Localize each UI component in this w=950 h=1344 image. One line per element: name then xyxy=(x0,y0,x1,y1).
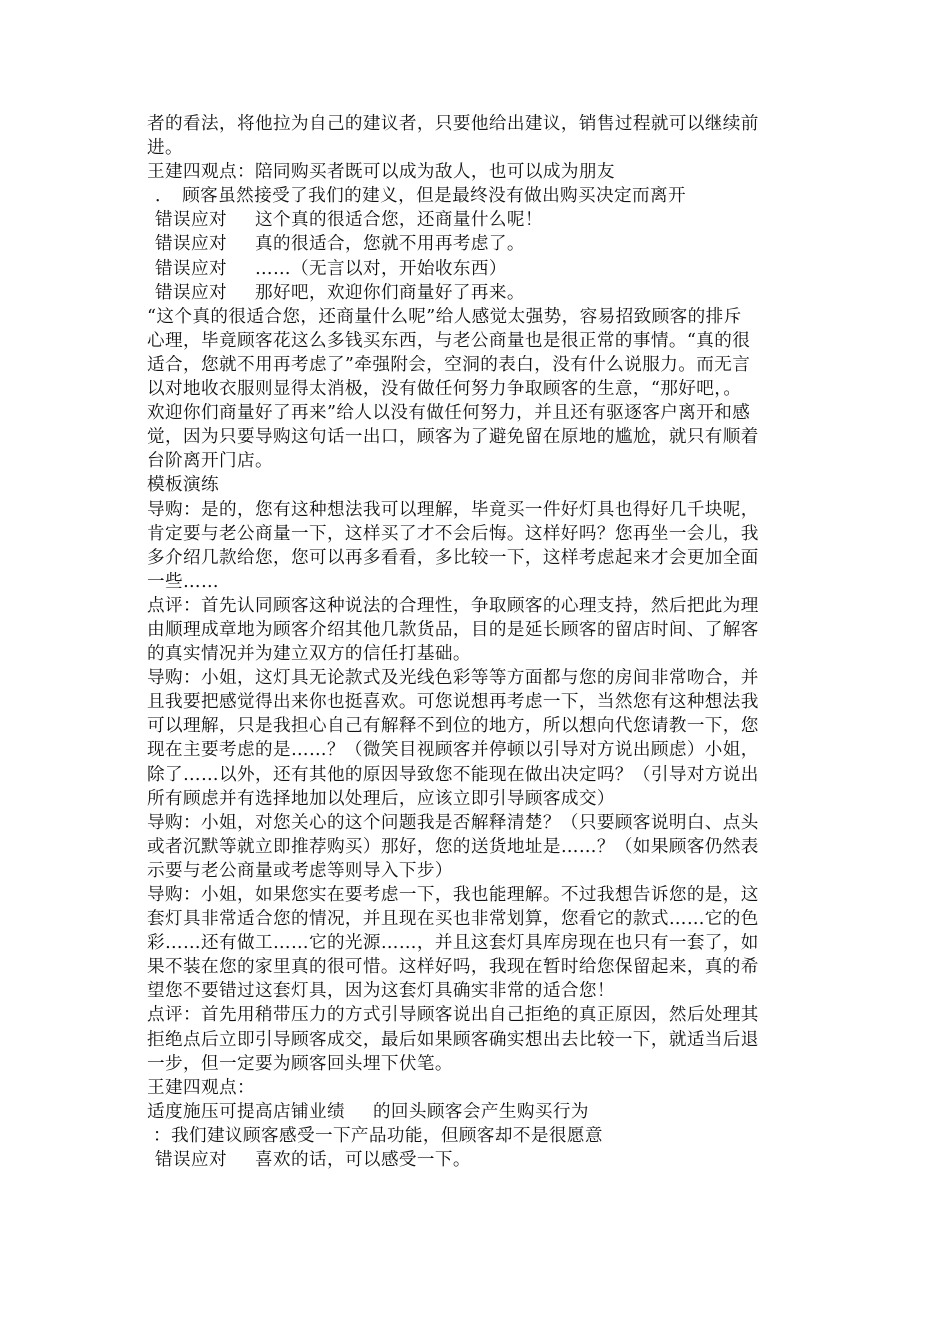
text-line: ：我们建议顾客感受一下产品功能，但顾客却不是很愿意 xyxy=(153,1125,603,1146)
error-response-line xyxy=(147,208,807,232)
text-line: 点评：首先认同顾客这种说法的合理性，争取顾客的心理支持，然后把此为理 xyxy=(147,595,759,616)
text-line: 除了……以外，还有其他的原因导致您不能现在做出决定吗？（引导对方说出 xyxy=(147,764,759,785)
error-response-line xyxy=(147,281,807,305)
text-line: 王建四观点：陪同购买者既可以成为敌人，也可以成为朋友 xyxy=(147,162,615,183)
heading-part: 的回头顾客会产生购买行为 xyxy=(372,1101,589,1122)
text-line: 望您不要错过这套灯具，因为这套灯具确实非常的适合您！ xyxy=(147,981,615,1002)
section-heading: 模板演练 xyxy=(147,475,219,496)
error-response-line xyxy=(147,232,807,256)
text-line: 进。 xyxy=(147,138,183,159)
text-line: 点评：首先用稍带压力的方式引导顾客说出自己拒绝的真正原因，然后处理其 xyxy=(147,1005,759,1026)
text-line: 者的看法，将他拉为自己的建议者，只要他给出建议，销售过程就可以继续前 xyxy=(147,114,759,134)
text-line xyxy=(147,1100,807,1124)
text-line: 一步，但一定要为顾客回头埋下伏笔。 xyxy=(147,1053,453,1074)
error-response-label: 错误应对 xyxy=(155,258,227,279)
text-line: “这个真的很适合您，还商量什么呢”给人感觉太强势，容易招致顾客的排斥 xyxy=(147,306,742,327)
document-page xyxy=(147,112,807,1172)
text-line: 由顺理成章地为顾客介绍其他几款货品，目的是延长顾客的留店时间、了解客 xyxy=(147,619,759,640)
text-line: 彩……还有做工……它的光源……，并且这套灯具库房现在也只有一套了，如 xyxy=(147,933,759,954)
error-response-text: ……（无言以对，开始收东西） xyxy=(254,258,507,279)
error-response-line xyxy=(147,1148,807,1172)
text-line: 示要与老公商量或考虑等则导入下步） xyxy=(147,860,453,881)
text-line: 一些…… xyxy=(147,571,219,592)
text-line: 果不装在您的家里真的很可惜。这样好吗，我现在暂时给您保留起来，真的希 xyxy=(147,957,759,978)
text-line: 导购：是的，您有这种想法我可以理解，毕竟买一件好灯具也得好几千块呢， xyxy=(147,499,759,520)
text-line: 以对地收衣服则显得太消极，没有做任何努力争取顾客的生意，“那好吧，。 xyxy=(147,379,742,400)
error-response-label: 错误应对 xyxy=(155,234,227,255)
text-line: 适合，您就不用再考虑了”牵强附会，空洞的表白，没有什么说服力。而无言 xyxy=(147,354,751,375)
text-line: 王建四观点： xyxy=(147,1077,255,1098)
text-line: ． 顾客虽然接受了我们的建义，但是最终没有做出购买决定而离开 xyxy=(155,186,687,207)
text-line: 导购：小姐，如果您实在要考虑一下，我也能理解。不过我想告诉您的是，这 xyxy=(147,885,759,905)
error-response-label: 错误应对 xyxy=(155,1150,227,1171)
text-line: 可以理解，只是我担心自己有解释不到位的地方，所以想向代您请教一下，您 xyxy=(147,716,759,737)
text-line: 的真实情况并为建立双方的信任打基础。 xyxy=(147,644,471,665)
text-line: 导购：小姐，这灯具无论款式及光线色彩等等方面都与您的房间非常吻合，并 xyxy=(147,668,759,689)
error-response-text: 那好吧，欢迎你们商量好了再来。 xyxy=(254,282,525,303)
error-response-text: 真的很适合，您就不用再考虑了。 xyxy=(254,234,525,255)
error-response-label: 错误应对 xyxy=(155,210,227,231)
text-line: 多介绍几款给您，您可以再多看看，多比较一下，这样考虑起来才会更加全面 xyxy=(147,547,759,568)
text-line: 拒绝点后立即引导顾客成交，最后如果顾客确实想出去比较一下，就适当后退 xyxy=(147,1029,759,1050)
text-line: 所有顾虑并有选择地加以处理后，应该立即引导顾客成交） xyxy=(147,788,615,809)
text-line: 或者沉默等就立即推荐购买）那好，您的送货地址是……？（如果顾客仍然表 xyxy=(147,836,759,857)
text-line: 心理，毕竟顾客花这么多钱买东西，与老公商量也是很正常的事情。“真的很 xyxy=(147,330,751,351)
text-line: 套灯具非常适合您的情况，并且现在买也非常划算，您看它的款式……它的色 xyxy=(147,909,759,930)
text-line: 欢迎你们商量好了再来”给人以没有做任何努力，并且还有驱逐客户离开和感 xyxy=(147,403,751,424)
error-response-line xyxy=(147,257,807,281)
heading-part: 适度施压可提高店铺业绩 xyxy=(147,1101,345,1122)
text-line: 且我要把感觉得出来你也挺喜欢。可您说想再考虑一下，当然您有这种想法我 xyxy=(147,692,759,713)
text-line: 现在主要考虑的是……？（微笑目视顾客并停顿以引导对方说出顾虑）小姐， xyxy=(147,740,759,761)
text-line: 台阶离开门店。 xyxy=(147,451,273,472)
error-response-text: 喜欢的话，可以感受一下。 xyxy=(254,1150,471,1171)
text-line: 觉，因为只要导购这句话一出口，顾客为了避免留在原地的尴尬，就只有顺着 xyxy=(147,427,759,448)
error-response-text: 这个真的很适合您，还商量什么呢！ xyxy=(254,210,543,231)
text-line: 肯定要与老公商量一下，这样买了才不会后悔。这样好吗？您再坐一会儿，我 xyxy=(147,523,759,544)
text-line: 导购：小姐，对您关心的这个问题我是否解释清楚？（只要顾客说明白、点头 xyxy=(147,812,759,833)
error-response-label: 错误应对 xyxy=(155,282,227,303)
